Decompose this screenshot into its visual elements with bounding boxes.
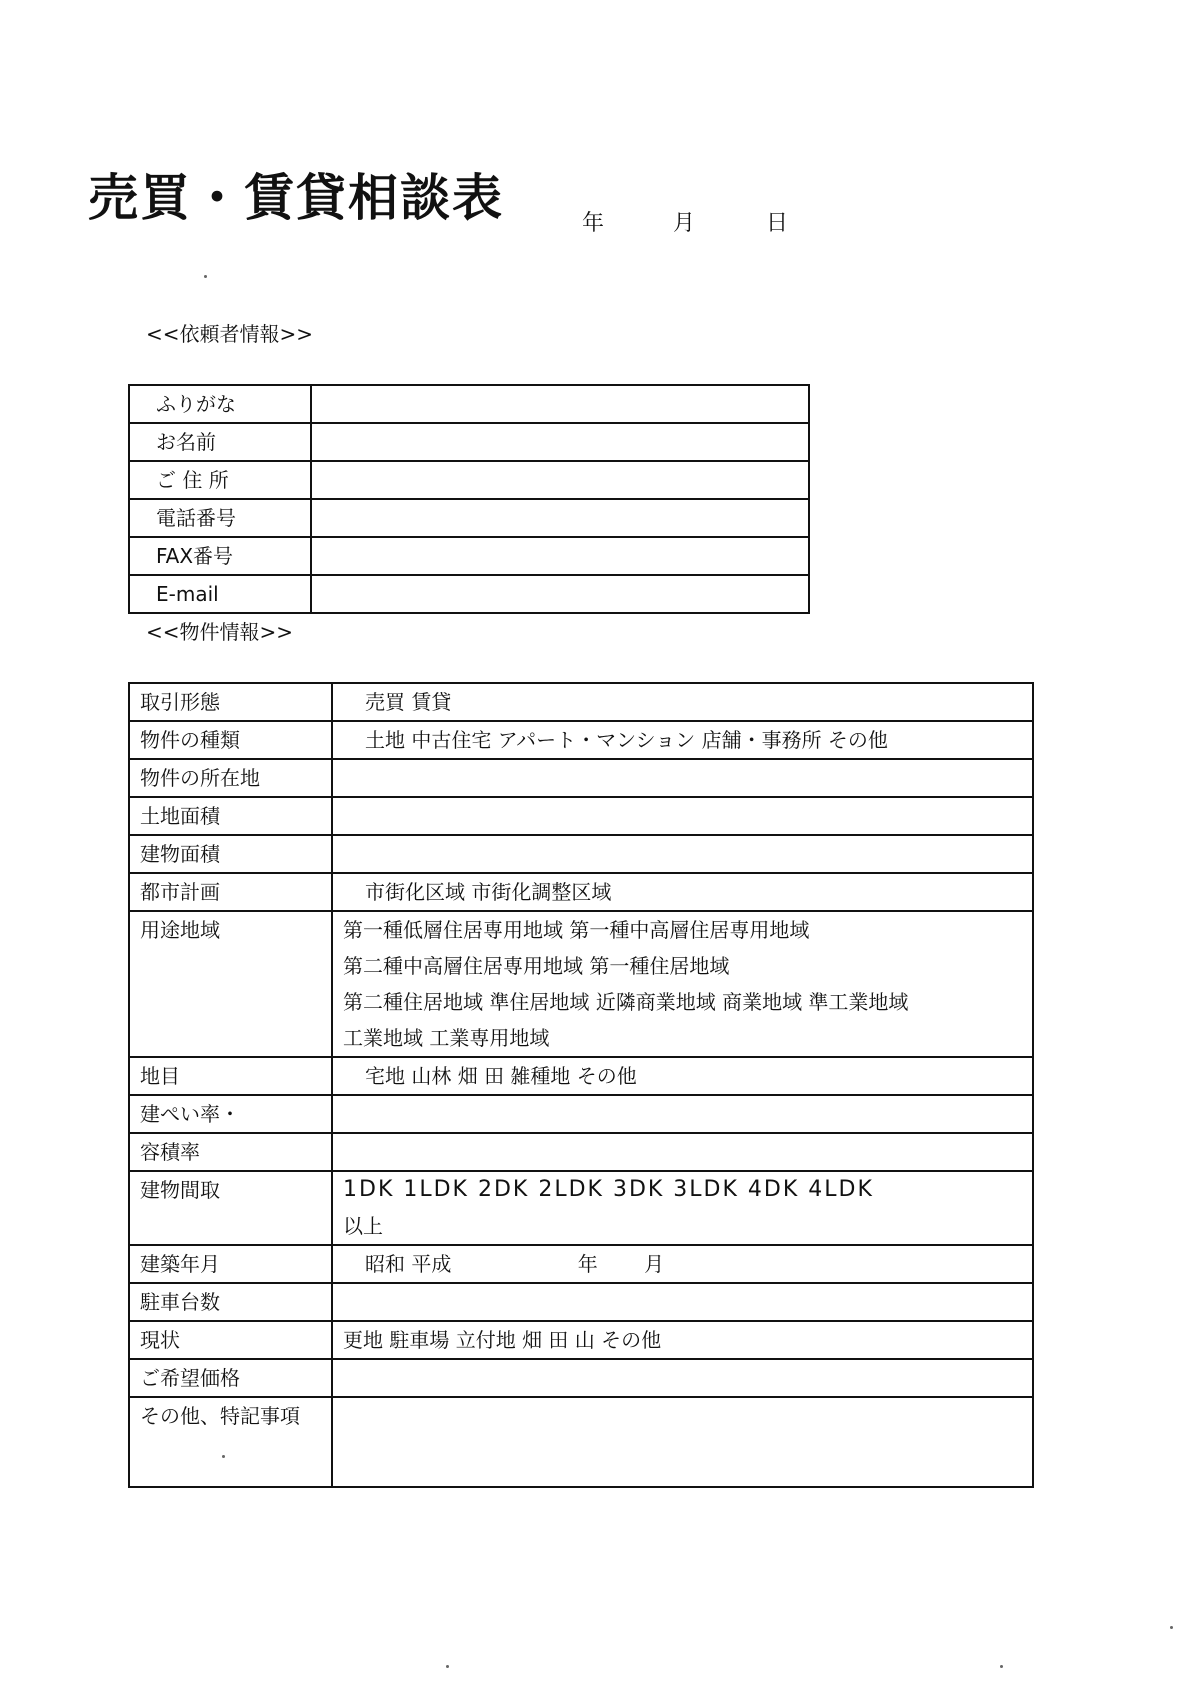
current-state-options[interactable] [332,1321,1033,1359]
table-row [129,1397,1033,1487]
email-field[interactable] [311,575,809,613]
table-row [129,1321,1033,1359]
desired-price-field[interactable] [332,1359,1033,1397]
transaction-type-text: 売買 賃貸 [365,690,452,714]
location-label: 物件の所在地 [129,759,332,797]
fax-label: FAX番号 [129,537,311,575]
desired-price-label: ご希望価格 [129,1359,332,1397]
scan-speck [204,275,207,278]
table-row [129,1359,1033,1397]
remarks-label: その他、特記事項 [129,1397,332,1487]
page-title: 売買・賃貸相談表 [88,169,504,227]
property-kind-label: 物件の種類 [129,721,332,759]
built-date-label: 建築年月 [129,1245,332,1283]
table-row [129,499,809,537]
built-year-label: 年 [577,1252,598,1276]
land-category-options[interactable] [332,1057,1033,1095]
table-row [129,537,809,575]
date-day-label: 日 [766,211,789,236]
property-section-heading: <<物件情報>> [146,620,294,644]
table-row [129,385,809,423]
table-row [129,1057,1033,1095]
table-row [129,683,1033,721]
use-zone-line: 第一種低層住居専用地域 第一種中高層住居専用地域 [343,918,810,942]
table-row [129,797,1033,835]
email-label: E-mail [129,575,311,613]
table-row [129,1245,1033,1283]
scan-speck [446,1665,449,1668]
coverage-ratio-field[interactable] [332,1095,1033,1133]
remarks-field[interactable] [332,1397,1033,1487]
floor-area-ratio-label: 容積率 [129,1133,332,1171]
phone-field[interactable] [311,499,809,537]
coverage-ratio-label: 建ぺい率・ [129,1095,332,1133]
use-zone-label: 用途地域 [129,911,332,1057]
parking-field[interactable] [332,1283,1033,1321]
property-kind-text: 土地 中古住宅 アパート・マンション 店舗・事務所 その他 [365,728,888,752]
address-field[interactable] [311,461,809,499]
property-info-table [128,682,1034,1488]
city-planning-label: 都市計画 [129,873,332,911]
current-state-text: 更地 駐車場 立付地 畑 田 山 その他 [343,1328,662,1352]
furigana-label: ふりがな [129,385,311,423]
fax-field[interactable] [311,537,809,575]
date-year-label: 年 [582,211,605,236]
layout-line-above: 以上 [343,1214,383,1238]
land-area-label: 土地面積 [129,797,332,835]
table-row [129,1095,1033,1133]
use-zone-line: 第二種住居地域 準住居地域 近隣商業地域 商業地域 準工業地域 [343,990,909,1014]
property-kind-options[interactable] [332,721,1033,759]
phone-label: 電話番号 [129,499,311,537]
name-label: お名前 [129,423,311,461]
land-category-text: 宅地 山林 畑 田 雑種地 その他 [365,1064,637,1088]
city-planning-options[interactable] [332,873,1033,911]
land-area-field[interactable] [332,797,1033,835]
table-row [129,1283,1033,1321]
date-month-label: 月 [673,211,696,236]
scan-speck [222,1455,225,1458]
floor-area-ratio-field[interactable] [332,1133,1033,1171]
table-row [129,721,1033,759]
name-field[interactable] [311,423,809,461]
parking-label: 駐車台数 [129,1283,332,1321]
layout-label: 建物間取 [129,1171,332,1245]
table-row [129,835,1033,873]
built-date-field[interactable] [332,1245,1033,1283]
table-row [129,1171,1033,1245]
built-month-label: 月 [644,1252,665,1276]
table-row [129,873,1033,911]
use-zone-line: 工業地域 工業専用地域 [343,1026,550,1050]
scan-speck [1000,1665,1003,1668]
built-era-options: 昭和 平成 [365,1252,452,1276]
transaction-type-label: 取引形態 [129,683,332,721]
table-row [129,1133,1033,1171]
layout-line: 1DK 1LDK 2DK 2LDK 3DK 3LDK 4DK 4LDK [343,1177,874,1202]
table-row [129,461,809,499]
transaction-type-options[interactable] [332,683,1033,721]
city-planning-text: 市街化区域 市街化調整区域 [365,880,612,904]
building-area-field[interactable] [332,835,1033,873]
building-area-label: 建物面積 [129,835,332,873]
use-zone-options[interactable] [332,911,1033,1057]
scan-speck [1170,1626,1173,1629]
location-field[interactable] [332,759,1033,797]
requester-info-table [128,384,810,614]
table-row [129,911,1033,1057]
furigana-field[interactable] [311,385,809,423]
table-row [129,575,809,613]
table-row [129,423,809,461]
requester-section-heading: <<依頼者情報>> [146,322,314,346]
land-category-label: 地目 [129,1057,332,1095]
layout-options[interactable] [332,1171,1033,1245]
current-state-label: 現状 [129,1321,332,1359]
address-label: ご 住 所 [129,461,311,499]
use-zone-line: 第二種中高層住居専用地域 第一種住居地域 [343,954,730,978]
table-row [129,759,1033,797]
